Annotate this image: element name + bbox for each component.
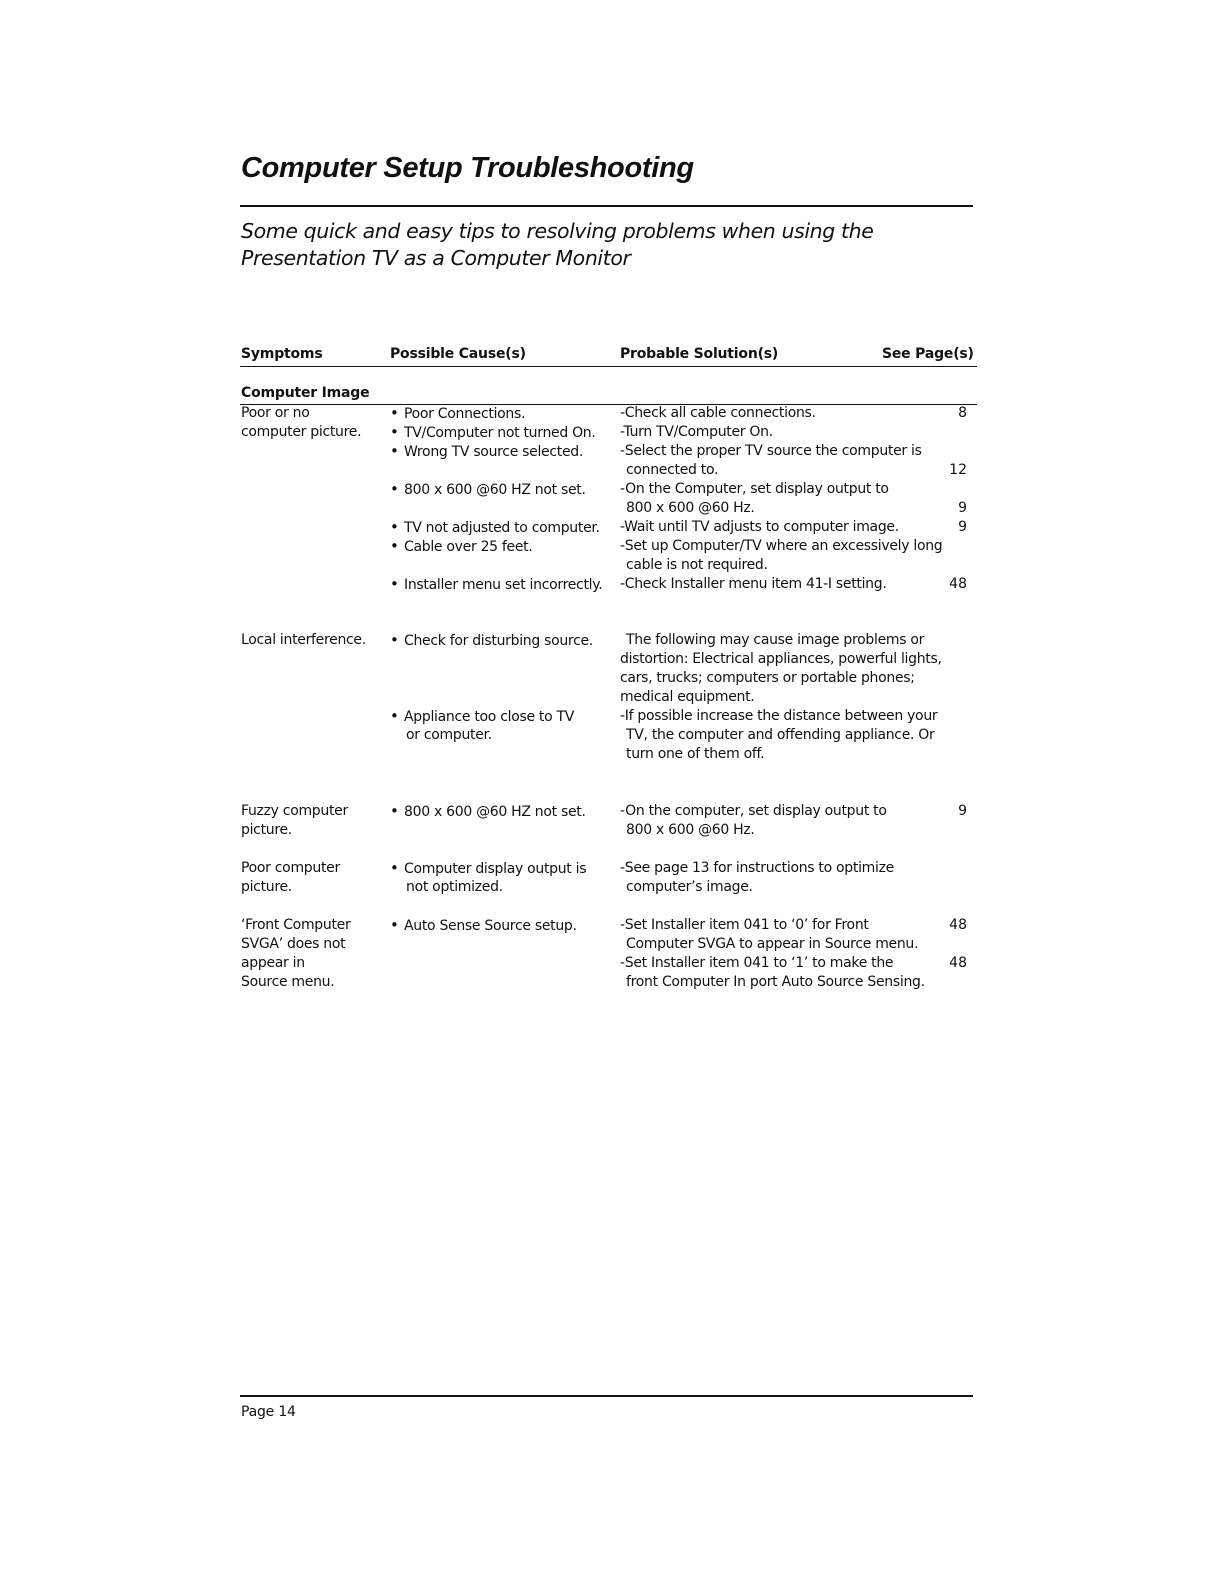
solution-cell — [620, 859, 894, 897]
page-ref: 9 — [958, 519, 967, 535]
solution-cell — [620, 916, 925, 992]
cause-item: • 800 x 600 @60 HZ not set. — [390, 480, 586, 499]
solution-line: -See page 13 for instructions to optimize — [620, 860, 894, 876]
solution-line: -On the Computer, set display output to — [620, 481, 889, 497]
symptom-line: Source menu. — [241, 974, 335, 990]
page-ref: 48 — [949, 955, 967, 971]
cause-item: • TV not adjusted to computer. — [390, 518, 600, 537]
solution-line: medical equipment. — [620, 689, 755, 705]
page-subtitle: Some quick and easy tips to resolving problems when using the Presentation TV as a Computer Monitor — [241, 219, 874, 270]
header-causes: Possible Cause(s) — [390, 346, 526, 362]
symptom-cell — [241, 859, 340, 897]
solution-line: 800 x 600 @60 Hz. — [626, 822, 755, 838]
header-divider — [240, 366, 977, 367]
header-pages: See Page(s) — [882, 346, 974, 362]
symptom-line: Poor or no — [241, 405, 310, 421]
symptom-cell — [241, 916, 350, 992]
symptom-line: SVGA’ does not — [241, 936, 346, 952]
solution-line: -Check Installer menu item 41-I setting. — [620, 576, 887, 592]
title-divider — [240, 205, 973, 207]
page-title: Computer Setup Troubleshooting — [241, 152, 694, 184]
page-ref: 48 — [949, 917, 967, 933]
header-symptoms: Symptoms — [241, 346, 323, 362]
solution-line: 800 x 600 @60 Hz. — [626, 500, 755, 516]
cause-item: not optimized. — [406, 879, 503, 895]
cause-item: • Appliance too close to TV — [390, 707, 574, 726]
solution-line: -Wait until TV adjusts to computer image. — [620, 519, 899, 535]
symptom-cell — [241, 631, 366, 650]
solution-line: cars, trucks; computers or portable phones; — [620, 670, 915, 686]
solution-line: -If possible increase the distance between your — [620, 708, 938, 724]
cause-item: • 800 x 600 @60 HZ not set. — [390, 802, 586, 821]
cause-item: • Computer display output is — [390, 859, 586, 878]
header-solutions: Probable Solution(s) — [620, 346, 779, 362]
solution-line: connected to. — [626, 462, 719, 478]
cause-item: • Poor Connections. — [390, 404, 525, 423]
page-ref: 8 — [958, 405, 967, 421]
cause-item: • Cable over 25 feet. — [390, 537, 533, 556]
solution-line: -Set Installer item 041 to ‘0’ for Front — [620, 917, 869, 933]
symptom-line: Fuzzy computer — [241, 803, 348, 819]
solution-cell — [620, 631, 942, 764]
solution-line: Computer SVGA to appear in Source menu. — [626, 936, 919, 952]
page-ref: 12 — [949, 462, 967, 478]
section-heading: Computer Image — [241, 385, 370, 401]
symptom-line: appear in — [241, 955, 305, 971]
solution-cell — [620, 404, 942, 594]
symptom-line: ‘Front Computer — [241, 917, 351, 933]
solution-line: -Set Installer item 041 to ‘1’ to make the — [620, 955, 894, 971]
solution-line: turn one of them off. — [626, 746, 765, 762]
solution-line: The following may cause image problems or — [626, 632, 925, 648]
solution-line: computer’s image. — [626, 879, 753, 895]
cause-item: • TV/Computer not turned On. — [390, 423, 596, 442]
symptom-line: picture. — [241, 879, 292, 895]
symptom-line: computer picture. — [241, 424, 362, 440]
solution-line: cable is not required. — [626, 557, 768, 573]
symptom-cell — [241, 802, 348, 840]
symptom-line: Poor computer — [241, 860, 340, 876]
solution-line: -Turn TV/Computer On. — [620, 424, 773, 440]
symptom-cell — [241, 404, 361, 442]
cause-item: • Check for disturbing source. — [390, 631, 593, 650]
page-ref: 9 — [958, 500, 967, 516]
cause-item: or computer. — [406, 727, 492, 743]
solution-line: -Set up Computer/TV where an excessively long — [620, 538, 943, 554]
solution-line: -On the computer, set display output to — [620, 803, 887, 819]
symptom-line: picture. — [241, 822, 292, 838]
solution-line: -Select the proper TV source the computer is — [620, 443, 922, 459]
solution-line: front Computer In port Auto Source Sensing. — [626, 974, 925, 990]
footer-divider — [240, 1395, 973, 1397]
page-ref: 9 — [958, 803, 967, 819]
cause-item: • Wrong TV source selected. — [390, 442, 583, 461]
solution-line: -Check all cable connections. — [620, 405, 816, 421]
solution-line: TV, the computer and offending appliance. Or — [626, 727, 935, 743]
solution-line: distortion: Electrical appliances, powerful lights, — [620, 651, 942, 667]
symptom-line: Local interference. — [241, 632, 366, 648]
cause-item: • Installer menu set incorrectly. — [390, 575, 602, 594]
cause-item: • Auto Sense Source setup. — [390, 916, 577, 935]
page-number: Page 14 — [241, 1404, 296, 1420]
page-ref: 48 — [949, 576, 967, 592]
solution-cell — [620, 802, 887, 840]
